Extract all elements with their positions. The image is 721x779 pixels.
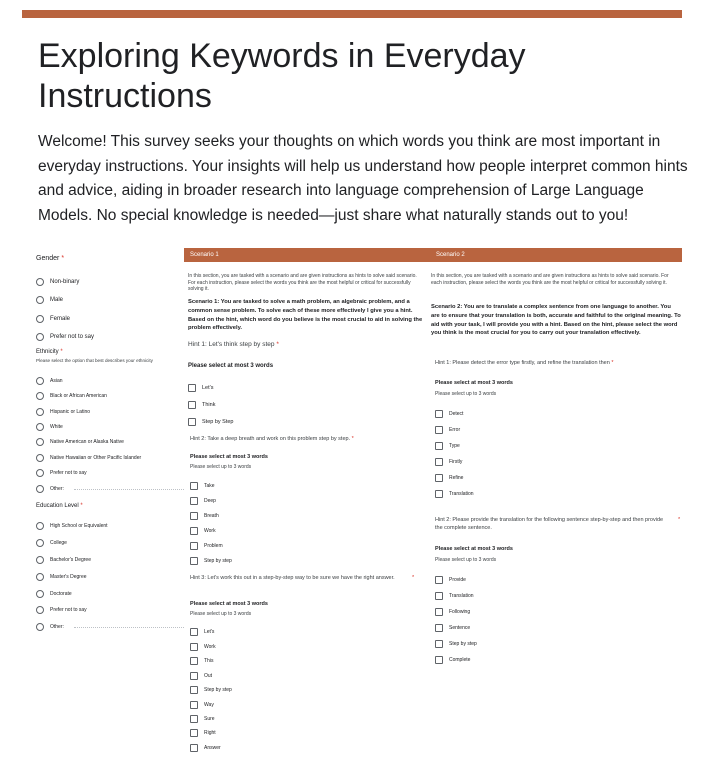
hint-label: Hint 2: Take a deep breath and work on this problem step by step. * <box>190 436 354 442</box>
selection-helptext: Please select up to 3 words <box>190 611 252 617</box>
option-label: Think <box>202 402 216 408</box>
radio-icon[interactable] <box>36 315 44 323</box>
ethnicity-option[interactable] <box>36 469 87 477</box>
scenario1-description: In this section, you are tasked with a scenario and are given instructions as hints to solve said scenario. For each instruction, please select the words you think are the most helpful or critical for successfully solving it. <box>188 273 417 292</box>
education-option[interactable] <box>36 522 108 530</box>
option-label: Work <box>204 528 216 534</box>
option-label: Following <box>449 609 471 615</box>
word-checkbox[interactable] <box>190 672 212 680</box>
education-option-other[interactable] <box>36 623 184 631</box>
option-label: Way <box>204 702 214 708</box>
scenario2-text: Scenario 2: You are to translate a complex sentence from one language to another. You are to ensure that your translation is both, accurate and faithful to the original meaning. To aid with your task, I will provide you with a hint. Based on the hint, please select the word you think is the most crucial for you to carry out your translation effectively. <box>431 304 681 337</box>
option-label: Out <box>204 673 213 679</box>
radio-icon[interactable] <box>36 296 44 304</box>
checkbox-icon[interactable] <box>190 686 198 694</box>
word-checkbox[interactable] <box>190 701 214 709</box>
ethnicity-helptext: Please select the option that best describes your ethnicity <box>36 358 153 363</box>
education-option[interactable] <box>36 539 67 547</box>
scenario1-text: Scenario 1: You are tasked to solve a math problem, an algebraic problem, and a common sense problem. To solve each of these more effectively I give you a hint. Based on the hint, which word do you believe is the most crucial to aid in solving the problem effectively. <box>188 299 423 332</box>
checkbox-icon[interactable] <box>435 474 443 482</box>
selection-instruction: Please select at most 3 words <box>190 601 268 607</box>
education-option[interactable] <box>36 606 87 614</box>
selection-helptext: Please select up to 3 words <box>190 464 252 470</box>
radio-icon[interactable] <box>36 454 44 462</box>
radio-icon[interactable] <box>36 590 44 598</box>
hint-label: Hint 1: Please detect the error type firstly, and refine the translation then * <box>435 360 614 366</box>
gender-label: Gender * <box>36 255 65 262</box>
selection-instruction: Please select at most 3 words <box>188 363 274 369</box>
ethnicity-option[interactable] <box>36 423 63 431</box>
checkbox-icon[interactable] <box>190 701 198 709</box>
word-checkbox[interactable] <box>435 640 477 648</box>
option-label: Native Hawaiian or Other Pacific Islander <box>50 455 142 461</box>
word-checkbox[interactable] <box>435 576 466 584</box>
radio-icon[interactable] <box>36 539 44 547</box>
radio-icon[interactable] <box>36 606 44 614</box>
radio-icon[interactable] <box>36 392 44 400</box>
option-label: Provide <box>449 577 466 583</box>
option-label: College <box>50 540 67 546</box>
hint-label: Hint 1: Let's think step by step * <box>188 341 279 348</box>
selection-instruction: Please select at most 3 words <box>435 546 513 552</box>
option-label: Detect <box>449 411 464 417</box>
word-checkbox[interactable] <box>435 426 460 434</box>
scenario2-description: In this section, you are tasked with a scenario and are given instructions as hints to solve said scenario. For each instruction, please select the words you think are the most helpful or critical for successfully solving it. <box>431 273 669 286</box>
option-label: Let's <box>202 385 214 391</box>
option-label: Refine <box>449 475 464 481</box>
selection-instruction: Please select at most 3 words <box>190 454 268 460</box>
option-label: Other: <box>50 486 64 492</box>
education-option[interactable] <box>36 590 72 598</box>
required-marker: * <box>412 575 415 581</box>
checkbox-icon[interactable] <box>435 410 443 418</box>
option-label: Asian <box>50 378 63 384</box>
radio-icon[interactable] <box>36 377 44 385</box>
checkbox-icon[interactable] <box>435 624 443 632</box>
radio-icon[interactable] <box>36 556 44 564</box>
hint-label: Hint 3: Let's work this out in a step-by-step way to be sure we have the right answer. <box>190 575 395 581</box>
selection-instruction: Please select at most 3 words <box>435 380 513 386</box>
option-label: Prefer not to say <box>50 470 87 476</box>
checkbox-icon[interactable] <box>435 656 443 664</box>
required-marker: * <box>678 517 681 523</box>
option-label: Work <box>204 644 216 650</box>
education-option[interactable] <box>36 556 91 564</box>
option-label: Hispanic or Latino <box>50 409 91 415</box>
section-header-scenario2: Scenario 2 <box>430 248 682 262</box>
word-checkbox[interactable] <box>190 657 213 665</box>
checkbox-icon[interactable] <box>190 657 198 665</box>
intro-text: Welcome! This survey seeks your thoughts on which words you think are most important in everyday instructions. Your insights will help us understand how people interpret common hints and advice, aiding in broader research into language comprehension of Large Language Models. No special knowledge is needed—just share what naturally stands out to you! <box>38 133 688 224</box>
word-checkbox[interactable] <box>190 512 219 520</box>
word-checkbox[interactable] <box>435 608 470 616</box>
word-checkbox[interactable] <box>190 686 232 694</box>
word-checkbox[interactable] <box>435 490 474 498</box>
option-label: Deep <box>204 498 216 504</box>
checkbox-icon[interactable] <box>190 744 198 752</box>
checkbox-icon[interactable] <box>188 418 196 426</box>
word-checkbox[interactable] <box>435 624 470 632</box>
option-label: Step by Step <box>202 419 234 425</box>
option-label: Black or African American <box>50 393 107 399</box>
option-label: Type <box>449 443 460 449</box>
option-label: Take <box>204 483 215 489</box>
checkbox-icon[interactable] <box>188 384 196 392</box>
checkbox-icon[interactable] <box>190 542 198 550</box>
option-label: Translation <box>449 593 474 599</box>
radio-icon[interactable] <box>36 438 44 446</box>
option-label: White <box>50 424 63 430</box>
word-checkbox[interactable] <box>435 410 463 418</box>
education-option[interactable] <box>36 573 87 581</box>
word-checkbox[interactable] <box>188 401 215 409</box>
word-checkbox[interactable] <box>188 418 234 426</box>
option-label: Female <box>50 316 71 322</box>
gender-option[interactable] <box>36 333 94 341</box>
page-title: Exploring Keywords in Everyday Instructions <box>38 37 526 115</box>
word-checkbox[interactable] <box>190 482 215 490</box>
radio-icon[interactable] <box>36 278 44 286</box>
hint-label: Hint 2: Please provide the translation for the following sentence step-by-step and then provide the complete sentence. <box>435 517 664 531</box>
option-label: Breath <box>204 513 219 519</box>
option-label: Prefer not to say <box>50 607 87 613</box>
checkbox-icon[interactable] <box>190 527 198 535</box>
word-checkbox[interactable] <box>190 744 221 752</box>
checkbox-icon[interactable] <box>190 643 198 651</box>
option-label: Non-binary <box>50 279 80 285</box>
word-checkbox[interactable] <box>190 729 216 737</box>
gender-option[interactable] <box>36 315 70 323</box>
radio-icon[interactable] <box>36 423 44 431</box>
option-label: Error <box>449 427 461 433</box>
option-label: This <box>204 658 214 664</box>
education-label: Education Level * <box>36 503 83 509</box>
ethnicity-option-other[interactable] <box>36 485 184 493</box>
gender-question <box>36 255 184 262</box>
option-label: High School or Equivalent <box>50 523 108 529</box>
other-text-input[interactable] <box>74 489 184 490</box>
radio-icon[interactable] <box>36 333 44 341</box>
checkbox-icon[interactable] <box>435 442 443 450</box>
word-checkbox[interactable] <box>435 592 474 600</box>
header-accent-bar <box>22 10 682 18</box>
other-text-input[interactable] <box>74 627 184 628</box>
radio-icon[interactable] <box>36 485 44 493</box>
ethnicity-option[interactable] <box>36 454 141 462</box>
word-checkbox[interactable] <box>190 497 216 505</box>
option-label: Answer <box>204 745 221 751</box>
checkbox-icon[interactable] <box>435 490 443 498</box>
checkbox-icon[interactable] <box>435 426 443 434</box>
checkbox-icon[interactable] <box>435 608 443 616</box>
word-checkbox[interactable] <box>188 384 213 392</box>
ethnicity-option[interactable] <box>36 408 90 416</box>
radio-icon[interactable] <box>36 573 44 581</box>
option-label: Step by step <box>204 558 232 564</box>
selection-helptext: Please select up to 3 words <box>435 391 497 397</box>
option-label: Problem <box>204 543 223 549</box>
checkbox-icon[interactable] <box>435 640 443 648</box>
option-label: Male <box>50 297 64 303</box>
option-label: Translation <box>449 491 474 497</box>
checkbox-icon[interactable] <box>435 576 443 584</box>
option-label: Master's Degree <box>50 574 87 580</box>
word-checkbox[interactable] <box>435 442 460 450</box>
word-checkbox[interactable] <box>190 557 232 565</box>
checkbox-icon[interactable] <box>435 592 443 600</box>
option-label: Step by step <box>449 641 477 647</box>
ethnicity-option[interactable] <box>36 392 107 400</box>
word-checkbox[interactable] <box>190 643 216 651</box>
option-label: Firstly <box>449 459 463 465</box>
selection-helptext: Please select up to 3 words <box>435 557 497 563</box>
word-checkbox[interactable] <box>190 628 214 636</box>
checkbox-icon[interactable] <box>190 729 198 737</box>
gender-option[interactable] <box>36 278 79 286</box>
option-label: Step by step <box>204 687 232 693</box>
ethnicity-label: Ethnicity * <box>36 349 63 355</box>
option-label: Let's <box>204 629 215 635</box>
radio-icon[interactable] <box>36 623 44 631</box>
word-checkbox[interactable] <box>435 474 463 482</box>
word-checkbox[interactable] <box>190 527 216 535</box>
checkbox-icon[interactable] <box>190 672 198 680</box>
option-label: Right <box>204 730 216 736</box>
option-label: Prefer not to say <box>50 334 95 340</box>
checkbox-icon[interactable] <box>188 401 196 409</box>
option-label: Complete <box>449 657 471 663</box>
radio-icon[interactable] <box>36 522 44 530</box>
checkbox-icon[interactable] <box>190 628 198 636</box>
option-label: Sure <box>204 716 215 722</box>
word-checkbox[interactable] <box>190 715 215 723</box>
checkbox-icon[interactable] <box>190 482 198 490</box>
checkbox-icon[interactable] <box>190 715 198 723</box>
ethnicity-option[interactable] <box>36 377 63 385</box>
checkbox-icon[interactable] <box>190 557 198 565</box>
checkbox-icon[interactable] <box>190 512 198 520</box>
option-label: Doctorate <box>50 591 72 597</box>
radio-icon[interactable] <box>36 469 44 477</box>
word-checkbox[interactable] <box>190 542 223 550</box>
word-checkbox[interactable] <box>435 656 470 664</box>
option-label: Sentence <box>449 625 471 631</box>
option-label: Bachelor's Degree <box>50 557 91 563</box>
radio-icon[interactable] <box>36 408 44 416</box>
word-checkbox[interactable] <box>435 458 462 466</box>
checkbox-icon[interactable] <box>190 497 198 505</box>
checkbox-icon[interactable] <box>435 458 443 466</box>
section-header-scenario1: Scenario 1 <box>184 248 430 262</box>
option-label: Native American or Alaska Native <box>50 439 124 445</box>
ethnicity-option[interactable] <box>36 438 124 446</box>
option-label: Other: <box>50 624 64 630</box>
gender-option[interactable] <box>36 296 63 304</box>
